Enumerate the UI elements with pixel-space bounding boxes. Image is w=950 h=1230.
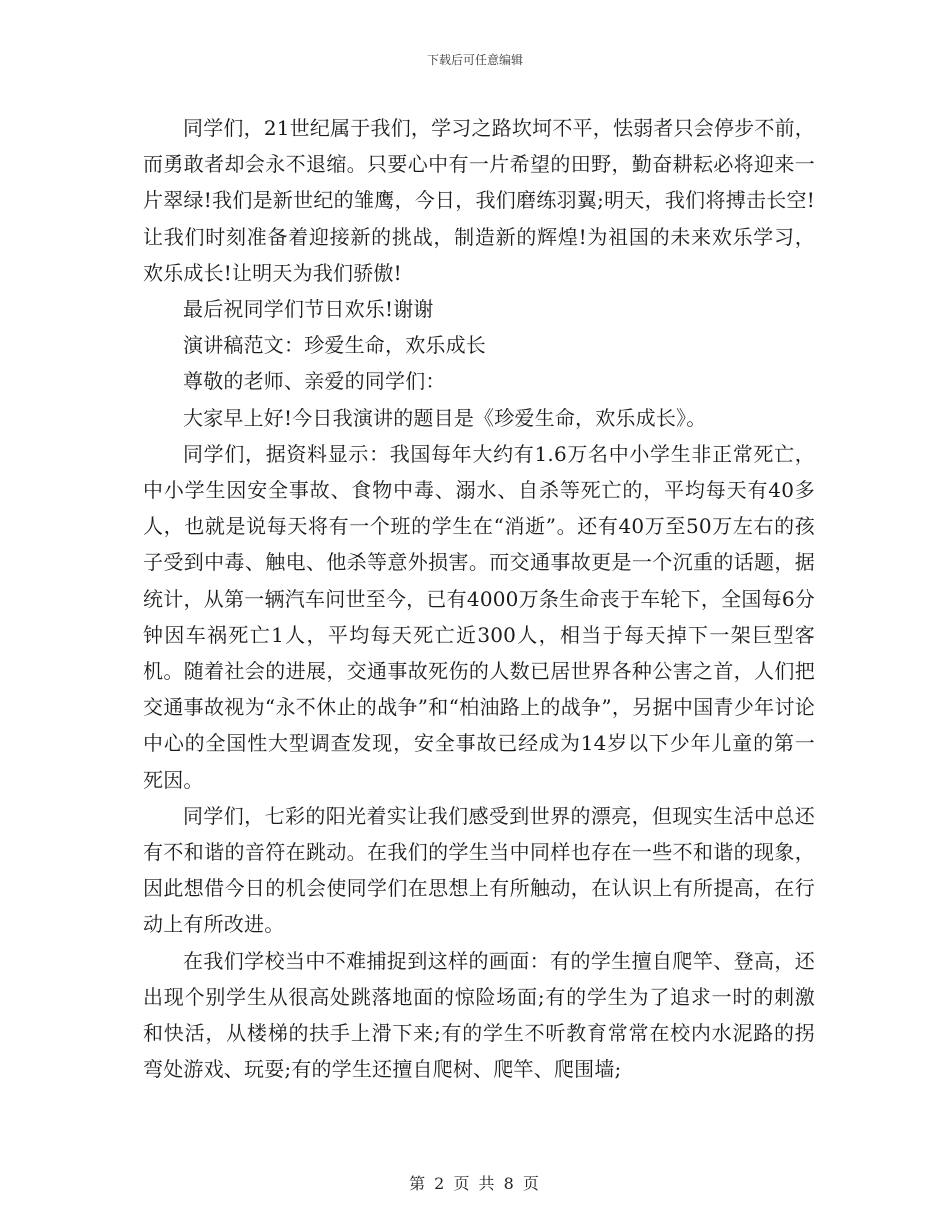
page-number-footer: 第 2 页 共 8 页 [409, 1174, 541, 1193]
paragraph: 同学们，据资料显示：我国每年大约有1.6万名中小学生非正常死亡，中小学生因安全事故、食物中毒、溺水、自杀等死亡的，平均每天有40多人，也就是说每天将有一个班的学生在“消逝”。还有40万至50万左右的孩子受到中毒、触电、他杀等意外损害。而交通事故更是一个沉重的话题，据统计，从第一辆汽车问世至今，已有4000万条生命丧于车轮下，全国每6分钟因车祸死亡1人，平均每天死亡近300人，相当于每天掉下一架巨型客机。随着社会的进展，交通事故死伤的人数已居世界各种公害之首，人们把交通事故视为“永不休止的战争”和“柏油路上的战争”，另据中国青少年讨论中心的全国性大型调查发现，安全事故已经成为14岁以下少年儿童的第一死因。 [143, 441, 815, 792]
paragraph: 同学们，21世纪属于我们，学习之路坎坷不平，怯弱者只会停步不前，而勇敢者却会永不退缩。只要心中有一片希望的田野，勤奋耕耘必将迎来一片翠绿!我们是新世纪的雏鹰，今日，我们磨练羽翼;明天，我们将搏击长空!让我们时刻准备着迎接新的挑战，制造新的辉煌!为祖国的未来欢乐学习，欢乐成长!让明天为我们骄傲! [143, 116, 815, 285]
paragraph: 同学们，七彩的阳光着实让我们感受到世界的漂亮，但现实生活中总还有不和谐的音符在跳动。在我们的学生当中同样也存在一些不和谐的现象，因此想借今日的机会使同学们在思想上有所触动，在认识上有所提高，在行动上有所改进。 [143, 803, 815, 937]
document-body [143, 110, 815, 1087]
paragraph: 在我们学校当中不难捕捉到这样的画面：有的学生擅自爬竿、登高，还出现个别学生从很高处跳落地面的惊险场面;有的学生为了追求一时的刺激和快活，从楼梯的扶手上滑下来;有的学生不听教育常常在校内水泥路的拐弯处游戏、玩耍;有的学生还擅自爬树、爬竿、爬围墙; [143, 948, 815, 1082]
page-header: 下载后可任意编辑 [426, 53, 523, 67]
paragraph: 演讲稿范文：珍爱生命，欢乐成长 [183, 333, 486, 358]
paragraph: 最后祝同学们节日欢乐!谢谢 [183, 297, 434, 322]
paragraph: 尊敬的老师、亲爱的同学们： [183, 369, 446, 394]
paragraph: 大家早上好!今日我演讲的题目是《珍爱生命，欢乐成长》。 [183, 405, 707, 430]
